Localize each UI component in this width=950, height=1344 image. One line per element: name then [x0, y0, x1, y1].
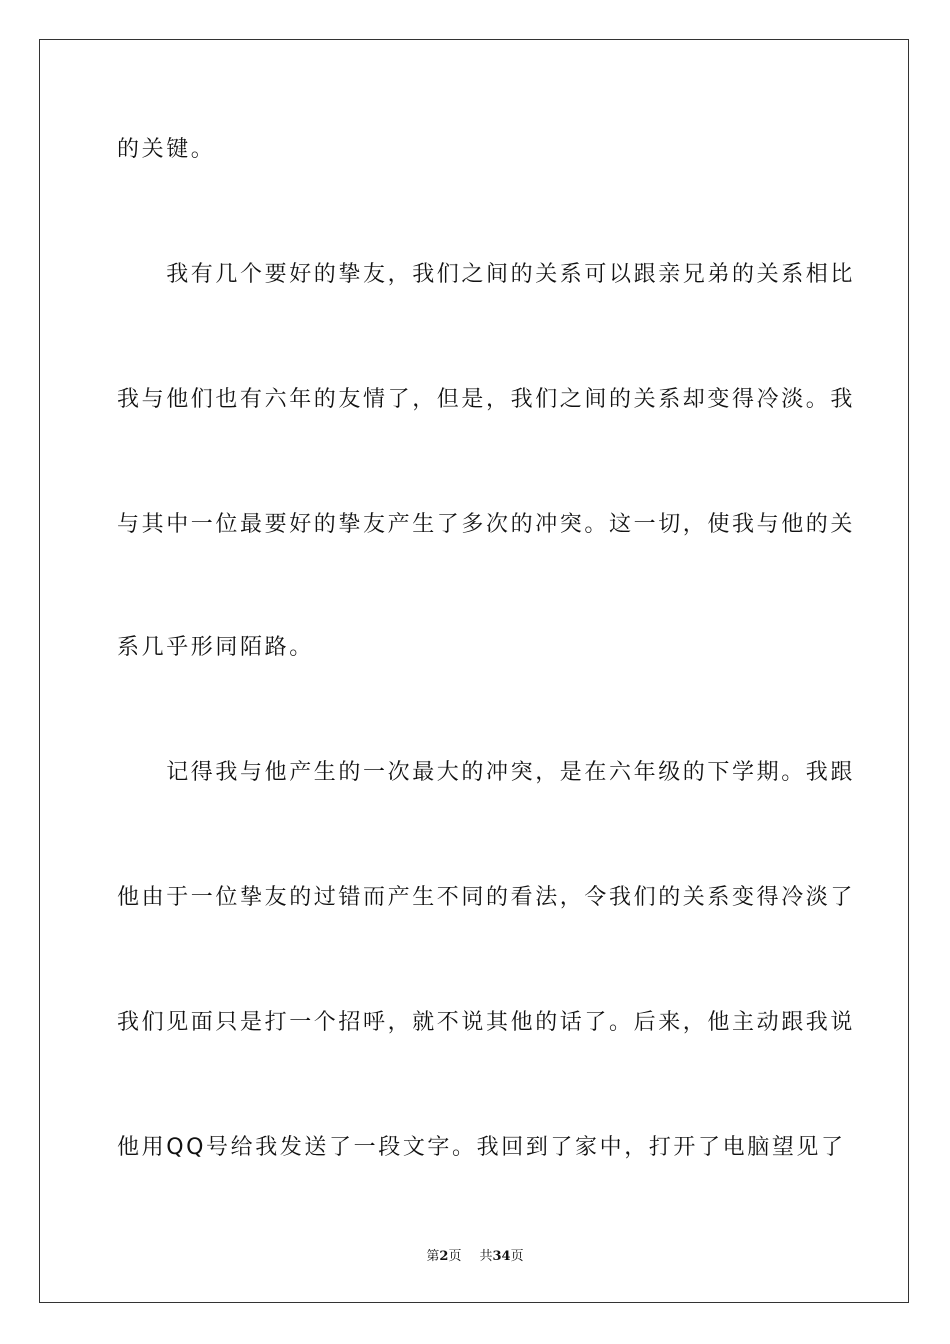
text-line: 他用QQ号给我发送了一段文字。我回到了家中，打开了电脑望见了: [117, 1135, 846, 1160]
text-line: 他由于一位挚友的过错而产生不同的看法，令我们的关系变得冷淡了: [117, 885, 856, 910]
text-line: 系几乎形同陌路。: [117, 635, 314, 660]
text-line: 我与他们也有六年的友情了，但是，我们之间的关系却变得冷淡。我: [117, 387, 856, 412]
text-line: 我们见面只是打一个招呼，就不说其他的话了。后来，他主动跟我说: [117, 1010, 856, 1035]
page-footer: [0, 1248, 950, 1266]
page-number-label: 第2页: [426, 1249, 462, 1264]
text-line: 与其中一位最要好的挚友产生了多次的冲突。这一切，使我与他的关: [117, 512, 856, 537]
page-border: [39, 39, 909, 1303]
total-pages-label: 共34页: [479, 1249, 524, 1264]
text-line: 记得我与他产生的一次最大的冲突，是在六年级的下学期。我跟: [117, 760, 856, 785]
text-line: 的关键。: [117, 137, 216, 162]
text-line: 我有几个要好的挚友，我们之间的关系可以跟亲兄弟的关系相比: [117, 262, 856, 287]
